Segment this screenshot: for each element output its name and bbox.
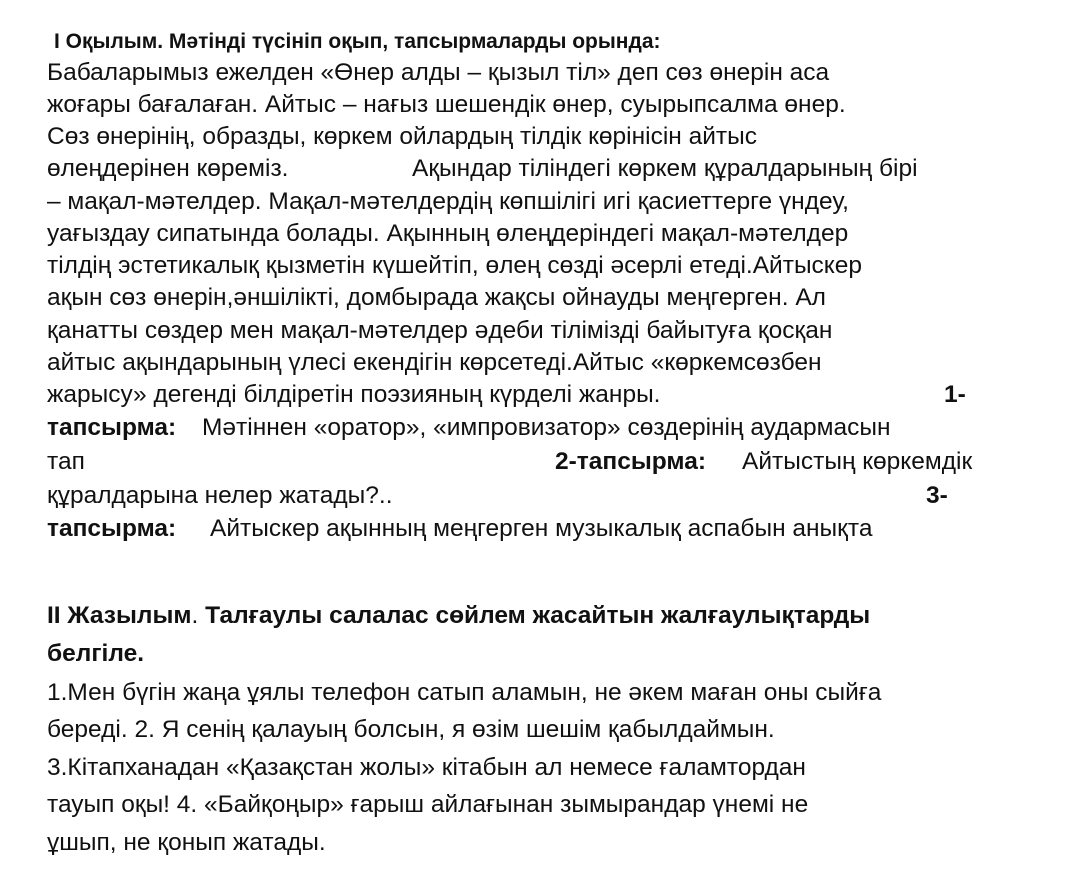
task2-label: 2-тапсырма: [555,448,706,475]
task1-text: Мәтіннен «оратор», «импровизатор» сөздерінің аудармасын [202,414,891,441]
task1-number: 1- [944,381,966,408]
task3-number: 3- [926,482,948,509]
section2-heading-rest-visible: Талғаулы салалас сөйлем жасайтын жалғаулықтарды [198,602,871,629]
task3-text: Айтыскер ақынның меңгерген музыкалық аспабын анықта [210,515,873,542]
task1-label: тапсырма: [47,414,177,441]
task2-text: Айтыстың көркемдік [742,448,973,475]
task3-label: тапсырма: [47,515,177,542]
